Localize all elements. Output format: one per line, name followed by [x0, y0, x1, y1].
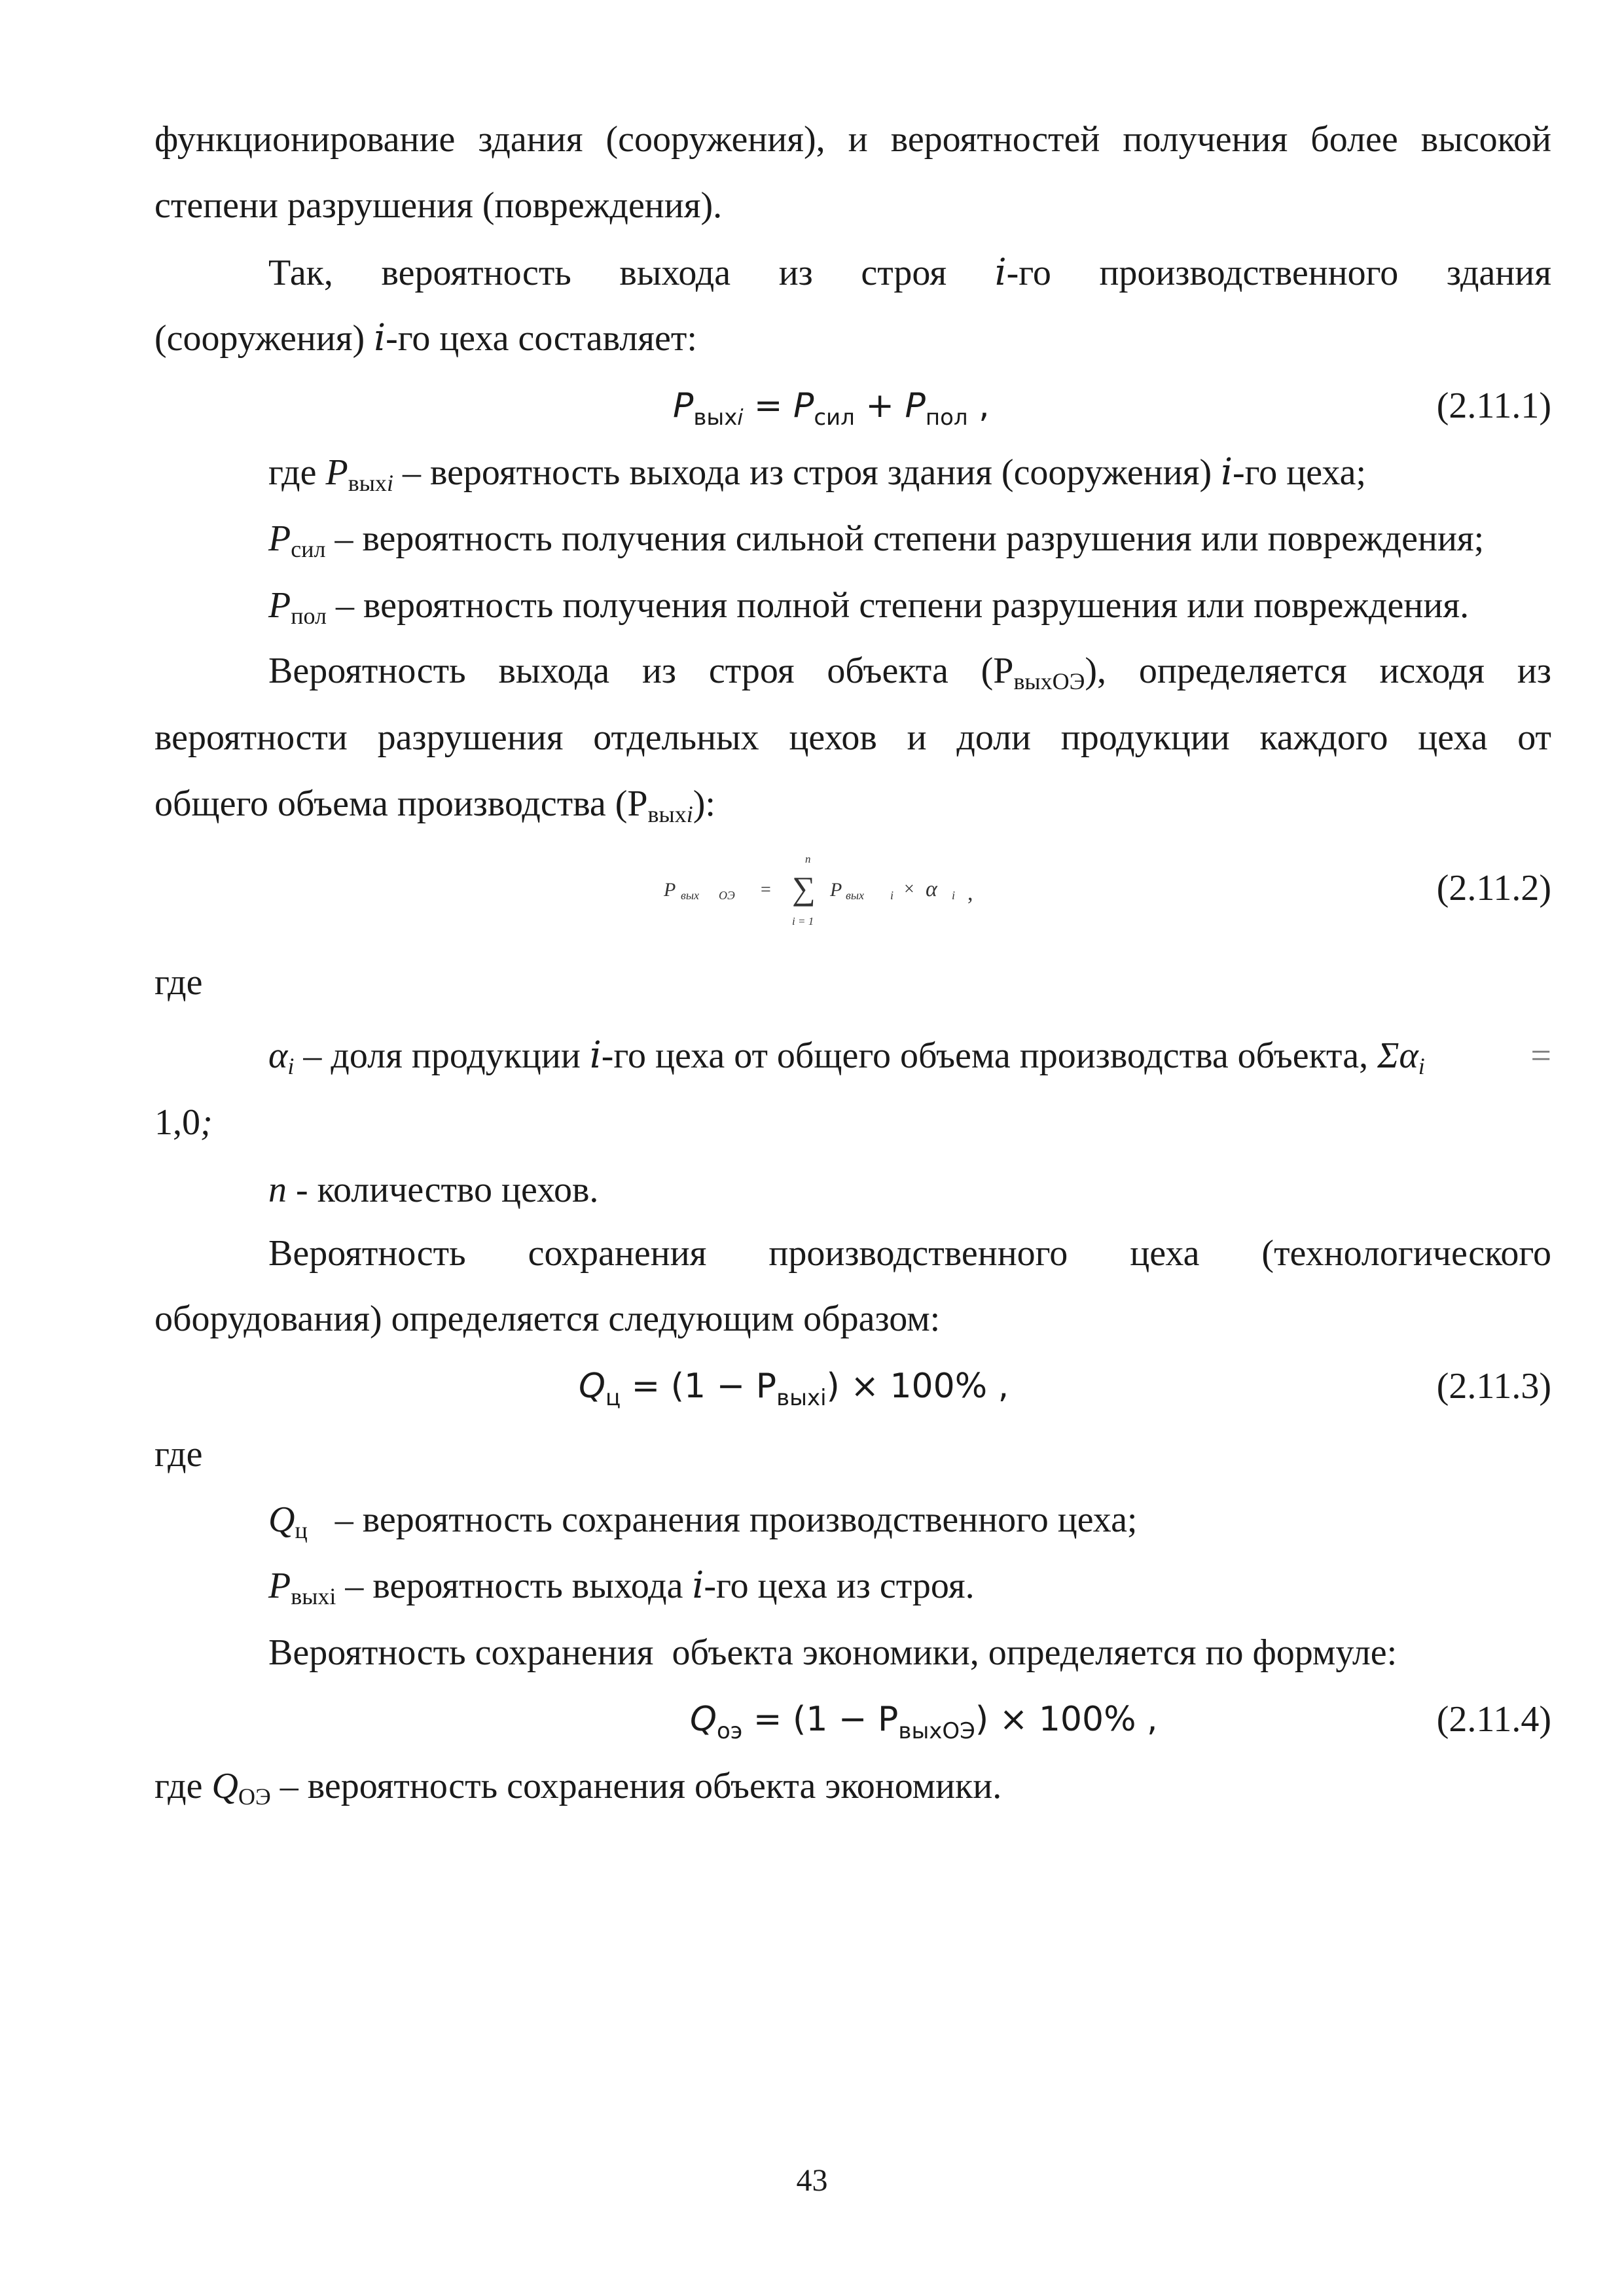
paragraph-line: вероятности разрушения отдельных цехов и доли продукции каждого цеха от	[154, 717, 1551, 758]
equation-number: (2.11.4)	[1436, 1699, 1551, 1740]
equation-number: (2.11.3)	[1436, 1366, 1551, 1407]
paragraph-line: 1,0;	[154, 1102, 213, 1143]
paragraph-line: где	[154, 1434, 203, 1475]
equation-number: (2.11.1)	[1436, 386, 1551, 426]
paragraph-line: Вероятность сохранения объекта экономики, определяется по формуле:	[268, 1632, 1398, 1673]
paragraph-line: (сооружения) i-го цеха составляет:	[154, 317, 697, 359]
paragraph-line: общего объема производства $(Р_{вых}i)$:	[154, 783, 715, 827]
definition-line: n - количество цехов.	[268, 1170, 599, 1210]
definition-line: $P_{сил}$ – вероятность получения сильной степени разрушения или повреждения;	[268, 518, 1485, 562]
definition-line: $P_{пол}$ – вероятность получения полной степени разрушения или повреждения.	[268, 585, 1470, 629]
document-page: функционирование здания (сооружения), и вероятностей получения более высокой степени разрушения (повреждения). Так, вероятность выхода из строя i-го производственного здания (сооружения) i-го цеха составляет: $P_{вых𝑖} = P_{сил} + P_{пол}$ , (2.11.1) где $P_{вых}i$ – вероятность выхода из строя здания (сооружения) i-го цеха; $P_{сил}$ – вероятность получения сильной степени разрушения или повреждения; $P_{пол}$ – вероятность получения полной степени разрушения или повреждения. Вероятность выхода из строя объекта $(Р_{выхОЭ})$, определяется исходя из вероятности разрушения отдельных цехов и доли продукции каждого цеха от общего объема производства $(Р_{вых}i)$: P вых ОЭ = n ∑ i = 1 P вых i × α i , (2.11.2) где αi – доля продукции i-го цеха от общего объема производства объекта, Σαi = 1,0; n - количество цехов. Вероятность сохранения производственного цеха (технологического оборудования) определяется следующим образом: $Q_ц = (1 - P_{выхi}) \times 100\%$ , (2.11.3) где $Q_ц$ – вероятность сохранения производственного цеха; $P_{выхi}$ – вероятность выхода i-го цеха из строя. Вероятность сохранения объекта экономики, определяется по формуле: $Q_{оэ} = (1 - P_{выхОЭ}) \times 100\%$ , (2.11.4) где $Q_{ОЭ}$ – вероятность сохранения объекта экономики. 43	[0, 0, 1624, 2296]
equation-2-11-1: $P_{вых𝑖} = P_{сил} + P_{пол}$ ,	[673, 386, 990, 431]
equation-2-11-4: $Q_{оэ} = (1 - P_{выхОЭ}) \times 100\%$ ,	[690, 1700, 1158, 1744]
paragraph-line: Так, вероятность выхода из строя i-го производственного здания	[268, 251, 1552, 294]
paragraph-line: функционирование здания (сооружения), и вероятностей получения более высокой	[154, 119, 1551, 160]
definition-line: $P_{выхi}$ – вероятность выхода i-го цеха из строя.	[268, 1564, 975, 1609]
equation-2-11-3: $Q_ц = (1 - P_{выхi}) \times 100\%$ ,	[579, 1367, 1009, 1411]
equation-number: (2.11.2)	[1436, 868, 1551, 908]
paragraph-line: Вероятность сохранения производственного цеха (технологического	[268, 1233, 1551, 1274]
definition-line: αi – доля продукции i-го цеха от общего объема производства объекта, Σαi =	[268, 1034, 1551, 1079]
paragraph-line: Вероятность выхода из строя объекта $(Р_{выхОЭ})$, определяется исходя из	[268, 651, 1551, 694]
definition-line: где $P_{вых}i$ – вероятность выхода из строя здания (сооружения) i-го цеха;	[268, 451, 1367, 496]
definition-line: $Q_ц$ – вероятность сохранения производственного цеха;	[268, 1499, 1138, 1543]
paragraph-line: степени разрушения (повреждения).	[154, 185, 723, 226]
paragraph-line: где	[154, 962, 203, 1003]
page-number: 43	[796, 2163, 828, 2198]
paragraph-line: где $Q_{ОЭ}$ – вероятность сохранения объекта экономики.	[154, 1766, 1002, 1810]
paragraph-line: оборудования) определяется следующим образом:	[154, 1299, 941, 1339]
